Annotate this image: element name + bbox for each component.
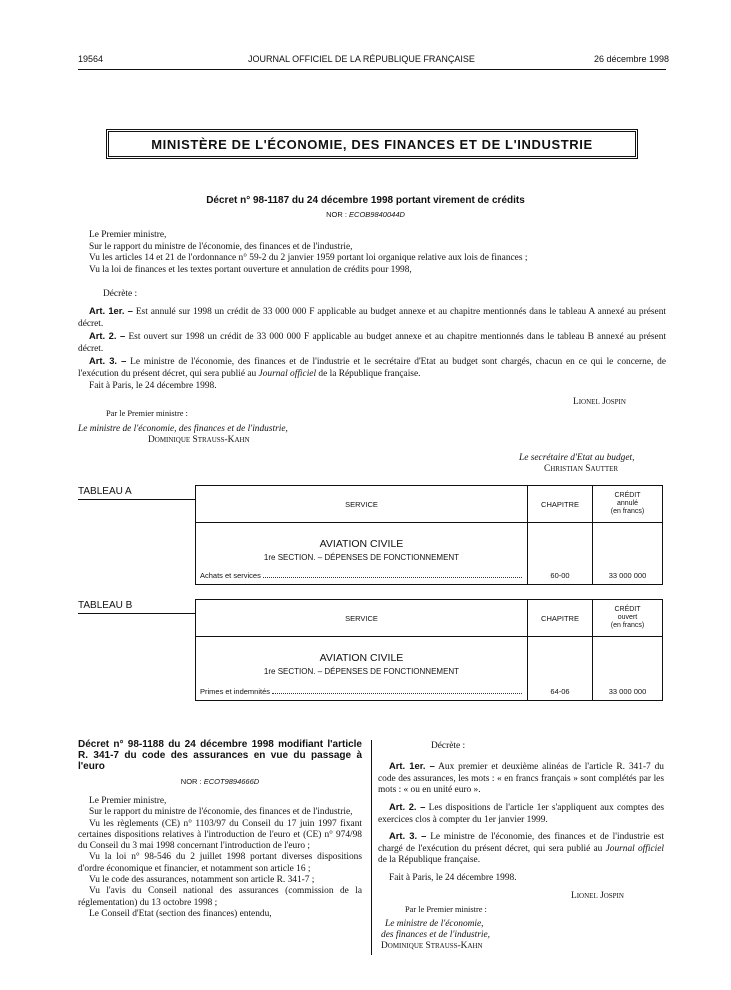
decree-2-nor: NOR : ECOT9894666D xyxy=(180,777,260,786)
visa-line: Vu l'avis du Conseil national des assurances (commission de la réglementation) du 13 octobre 1998 ; xyxy=(78,886,362,908)
visa-line: Le Premier ministre, xyxy=(89,796,167,806)
journal-title: JOURNAL OFFICIEL DE LA RÉPUBLIQUE FRANÇAISE xyxy=(248,54,475,64)
visa-line: Vu les articles 14 et 21 de l'ordonnance n° 59-2 du 2 janvier 1959 portant loi organique relative aux lois de finances ; xyxy=(89,253,528,263)
tableau-b-section: 1re SECTION. – DÉPENSES DE FONCTIONNEMENT xyxy=(263,667,460,676)
tableau-a-chapitre-cell: 60-00 xyxy=(528,523,593,585)
tableau-a-col-service: SERVICE xyxy=(196,486,528,523)
decree-1-nor: NOR : ECOB9840044D xyxy=(326,210,405,219)
tableau-b-col-credit: CRÉDIT ouvert (en francs) xyxy=(593,600,663,637)
issue-date: 26 décembre 1998 xyxy=(594,54,670,64)
tableau-a-rule xyxy=(78,499,195,500)
decree-1-visas xyxy=(89,230,669,276)
ministry-heading: MINISTÈRE DE L'ÉCONOMIE, DES FINANCES ET DE L'INDUSTRIE xyxy=(108,131,636,157)
visa-line: Sur le rapport du ministre de l'économie, des finances et de l'industrie, xyxy=(89,807,353,818)
tableau-a-heading: AVIATION CIVILE xyxy=(319,538,404,550)
decree-2-visas xyxy=(78,796,362,920)
tableau-a-row: Achats et services xyxy=(200,571,522,580)
decree-1-fait: Fait à Paris, le 24 décembre 1998. xyxy=(89,381,217,391)
tableau-a-col-credit: CRÉDIT annulé (en francs) xyxy=(593,486,663,523)
tableau-a-col-chapitre: CHAPITRE xyxy=(528,486,593,523)
decree-1-article-1: Art. 1er. – Est annulé sur 1998 un crédit de 33 000 000 F applicable au budget annexe et au chapitre mentionnés dans le tableau A annexé au présent décret. xyxy=(78,305,666,329)
decree-2-article-1: Art. 1er. – Aux premier et deuxième alinéas de l'article R. 341-7 du code des assurances, les mots : « en francs français » sont complétés par les mots : « ou en unité euro ». xyxy=(378,760,664,795)
visa-line: Le Conseil d'Etat (section des finances) entendu, xyxy=(89,908,272,919)
visa-line: Vu la loi n° 98-546 du 2 juillet 1998 portant diverses dispositions d'ordre économique et financier, et notamment son article 16 ; xyxy=(78,852,362,874)
tableau-b-heading: AVIATION CIVILE xyxy=(319,652,404,664)
visa-line: Le Premier ministre, xyxy=(89,230,167,240)
tableau-b-row: Primes et indemnités xyxy=(200,687,522,696)
tableau-b-rule xyxy=(78,613,195,614)
decree-2-minister-name: Dominique Strauss-Kahn xyxy=(381,941,483,951)
tableau-b-amount-cell: 33 000 000 xyxy=(593,637,663,701)
decree-1-par: Par le Premier ministre : xyxy=(106,409,188,418)
decree-1-decrete: Décrète : xyxy=(103,289,138,299)
page-number: 19564 xyxy=(78,54,104,64)
decree-2-signatory: Lionel Jospin xyxy=(571,891,624,901)
visa-line: Vu la loi de finances et les textes portant ouverture et annulation de crédits pour 1998, xyxy=(89,264,412,275)
decree-2-fait: Fait à Paris, le 24 décembre 1998. xyxy=(389,873,517,883)
decree-1-minister-name: Dominique Strauss-Kahn xyxy=(148,435,250,445)
decree-1-title: Décret n° 98-1187 du 24 décembre 1998 portant virement de crédits xyxy=(206,195,525,206)
tableau-a-amount-cell: 33 000 000 xyxy=(593,523,663,585)
decree-1-minister-title: Le ministre de l'économie, des finances et de l'industrie, xyxy=(78,424,288,434)
decree-1-secretary-name: Christian Sautter xyxy=(544,464,619,474)
decree-1-article-2: Art. 2. – Est ouvert sur 1998 un crédit de 33 000 000 F applicable au budget annexe et au chapitre mentionnés dans le tableau B annexé au présent décret. xyxy=(78,330,667,354)
tableau-b xyxy=(195,599,663,701)
visa-line: Vu les règlements (CE) n° 1103/97 du Conseil du 17 juin 1997 fixant certaines dispositions relatives à l'introduction de l'euro et (CE) n° 974/98 du Conseil du 3 mai 1998 concernant l'introduction de l'euro ; xyxy=(78,818,362,852)
tableau-a xyxy=(195,485,663,585)
column-divider xyxy=(371,740,372,955)
tableau-b-chapitre-cell: 64-06 xyxy=(528,637,593,701)
decree-1-article-3: Art. 3. – Le ministre de l'économie, des finances et de l'industrie et le secrétaire d'Etat au budget sont chargés, chacun en ce qui le concerne, de l'exécution du présent décret, qui sera publié au Journal officiel de la République française. xyxy=(78,355,666,379)
decree-2-minister-title-1: Le ministre de l'économie, xyxy=(385,919,484,929)
visa-line: Sur le rapport du ministre de l'économie, des finances et de l'industrie, xyxy=(89,241,353,252)
decree-1-signatory: Lionel Jospin xyxy=(573,397,626,407)
tableau-b-service-cell xyxy=(196,637,528,701)
tableau-a-section: 1re SECTION. – DÉPENSES DE FONCTIONNEMENT xyxy=(263,553,460,562)
decree-2-article-2: Art. 2. – Les dispositions de l'article 1er s'appliquent aux comptes des exercices clos à compter du 1er janvier 1999. xyxy=(378,801,665,825)
decree-1-secretary-title: Le secrétaire d'Etat au budget, xyxy=(519,453,635,463)
tableau-a-label: TABLEAU A xyxy=(78,486,132,497)
decree-2-minister-title-2: des finances et de l'industrie, xyxy=(381,930,491,940)
decree-2-article-3: Art. 3. – Le ministre de l'économie, des finances et de l'industrie est chargé de l'exécution du présent décret, qui sera publié au Journal officiel de la République française. xyxy=(378,830,665,865)
decree-2-decrete: Décrète : xyxy=(431,741,466,751)
visa-line: Vu le code des assurances, notamment son article R. 341-7 ; xyxy=(89,875,315,886)
decree-2-title: Décret n° 98-1188 du 24 décembre 1998 modifiant l'article R. 341-7 du code des assurances en vue du passage à l'euro xyxy=(78,739,362,772)
tableau-b-col-chapitre: CHAPITRE xyxy=(528,600,593,637)
header-rule xyxy=(78,69,666,70)
tableau-a-service-cell xyxy=(196,523,528,585)
tableau-b-col-service: SERVICE xyxy=(196,600,528,637)
decree-2-par: Par le Premier ministre : xyxy=(405,905,487,914)
tableau-b-label: TABLEAU B xyxy=(78,600,133,611)
